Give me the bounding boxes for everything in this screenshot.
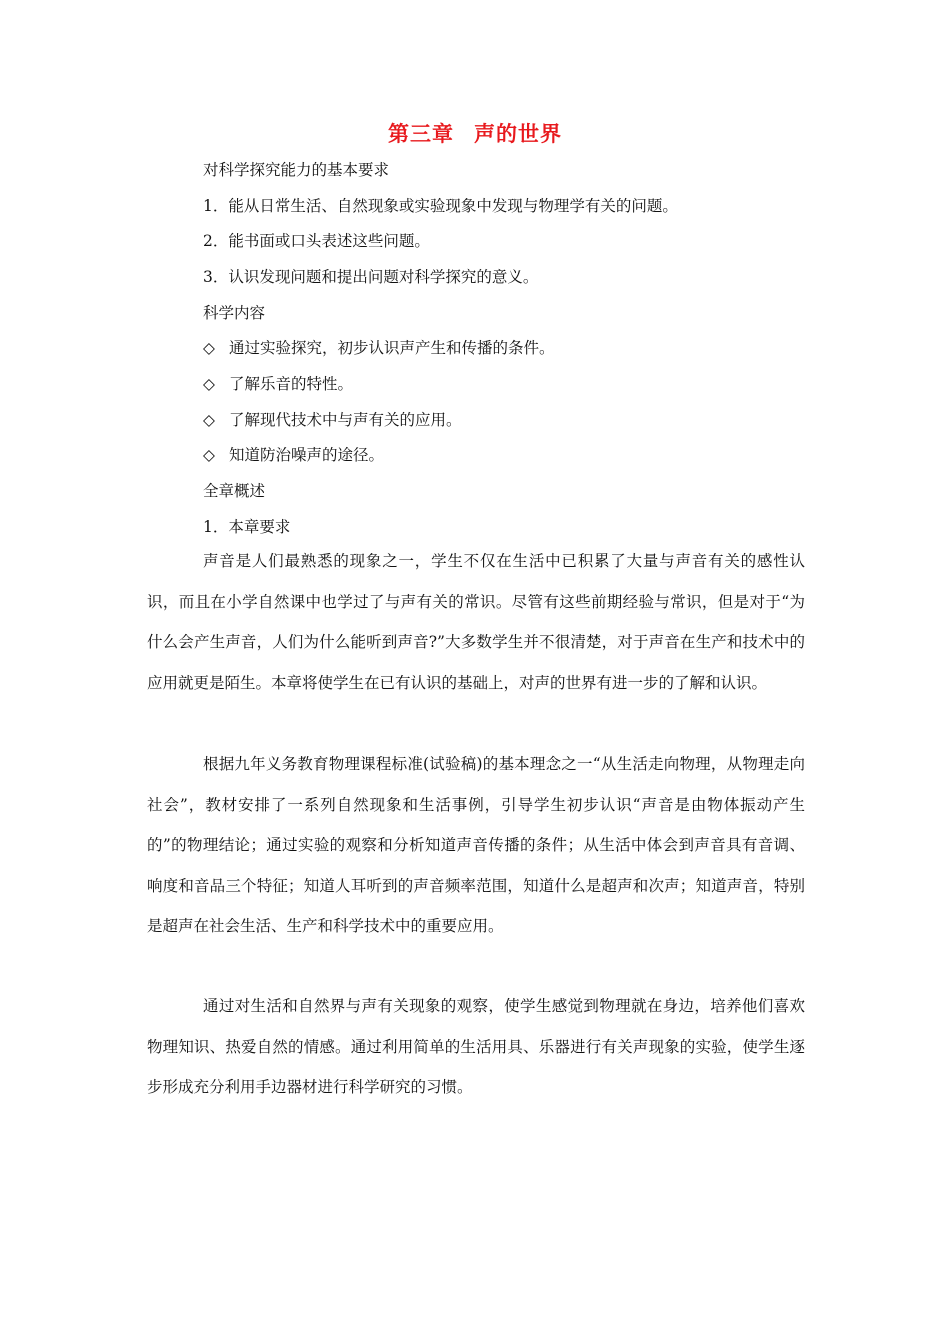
- diamond-bullet-icon: ◇: [203, 446, 215, 464]
- diamond-bullet-icon: ◇: [203, 339, 215, 357]
- overview-heading: 全章概述: [203, 482, 266, 500]
- inquiry-item-2: 2．能书面或口头表述这些问题。: [203, 232, 430, 250]
- content-heading: 科学内容: [203, 304, 266, 322]
- content-item-1: [203, 338, 555, 358]
- chapter-title: [0, 118, 950, 148]
- content-item-3: [203, 410, 462, 430]
- inquiry-item-3: 3．认识发现问题和提出问题对科学探究的意义。: [203, 268, 539, 286]
- overview-paragraph-1: 声音是人们最熟悉的现象之一，学生不仅在生活中已积累了大量与声音有关的感性认识，而且在小学自然课中也学过了与声有关的常识。尽管有这些前期经验与常识，但是对于“为什么会产生声音，人们为什么能听到声音?”大多数学生并不很清楚，对于声音在生产和技术中的应用就更是陌生。本章将使学生在已有认识的基础上，对声的世界有进一步的了解和认识。: [147, 552, 805, 692]
- content-item-text: 通过实验探究，初步认识声产生和传播的条件。: [229, 339, 555, 357]
- content-item-4: [203, 445, 384, 465]
- inquiry-heading: 对科学探究能力的基本要求: [203, 161, 390, 179]
- overview-paragraph-2: 根据九年义务教育物理课程标准(试验稿)的基本理念之一“从生活走向物理，从物理走向社会”，教材安排了一系列自然现象和生活事例，引导学生初步认识“声音是由物体振动产生的”的物理结论；通过实验的观察和分析知道声音传播的条件；从生活中体会到声音具有音调、响度和音品三个特征；知道人耳听到的声音频率范围，知道什么是超声和次声；知道声音，特别是超声在社会生活、生产和科学技术中的重要应用。: [147, 755, 805, 935]
- overview-paragraph-3: 通过对生活和自然界与声有关现象的观察，使学生感觉到物理就在身边，培养他们喜欢物理知识、热爱自然的情感。通过利用简单的生活用具、乐器进行有关声现象的实验，使学生逐步形成充分利用手边器材进行科学研究的习惯。: [147, 997, 805, 1096]
- content-item-text: 了解现代技术中与声有关的应用。: [229, 411, 462, 429]
- inquiry-item-1: 1．能从日常生活、自然现象或实验现象中发现与物理学有关的问题。: [203, 197, 678, 215]
- chapter-number: 第三章: [388, 121, 454, 146]
- chapter-name: 声的世界: [474, 121, 562, 146]
- content-item-2: [203, 374, 353, 394]
- content-item-text: 知道防治噪声的途径。: [229, 446, 385, 464]
- content-item-text: 了解乐音的特性。: [229, 375, 354, 393]
- diamond-bullet-icon: ◇: [203, 411, 215, 429]
- diamond-bullet-icon: ◇: [203, 375, 215, 393]
- overview-subheading: 1．本章要求: [203, 518, 291, 536]
